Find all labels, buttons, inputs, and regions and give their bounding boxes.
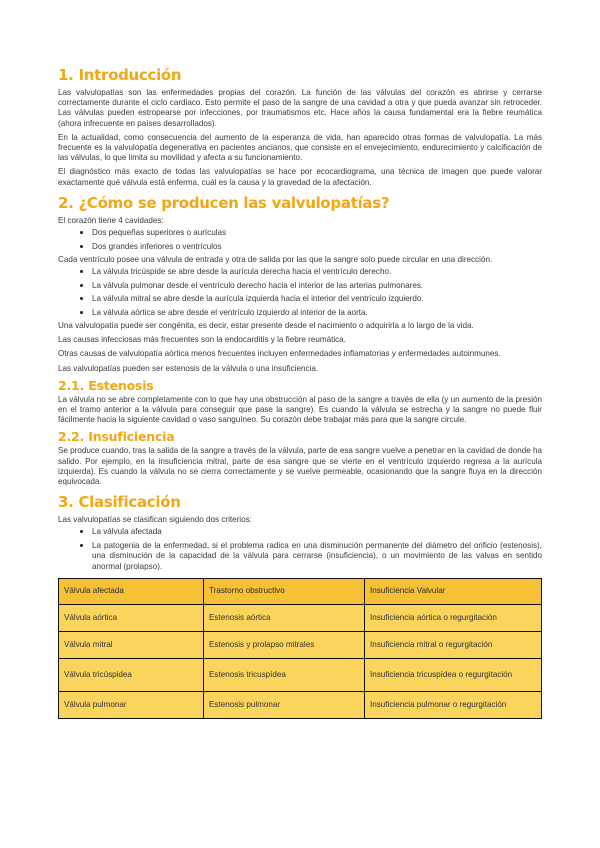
list-item: • Dos pequeñas superiores o aurículas <box>92 227 542 238</box>
paragraph: Una valvulopatía puede ser congénita, es decir, estar presente desde el nacimiento o adquirirla a lo largo de la vida. <box>58 321 474 331</box>
table-cell: Insuficiencia mitral o regurgitación <box>365 631 542 658</box>
table-header-cell: Trastorno obstructivo <box>204 578 365 604</box>
subsection-estenosis-title: 2.1. Estenosis <box>58 377 154 393</box>
table-cell: Válvula pulmonar <box>59 691 204 718</box>
list-item: • La válvula aórtica se abre desde el ventrículo izquierdo al interior de la aorta. <box>92 307 542 318</box>
table-header-cell: Válvula afectada <box>59 578 204 604</box>
table-cell: Estenosis pulmonar <box>204 691 365 718</box>
subsection-insuficiencia-title: 2.2. Insuficiencia <box>58 429 175 445</box>
table-row <box>59 604 542 631</box>
section-3-title: 3. Clasificación <box>58 493 181 512</box>
table-header-row <box>59 578 542 604</box>
table-row <box>59 631 542 658</box>
table-cell: Válvula mitral <box>59 631 204 658</box>
section-1-title: 1. Introducción <box>58 66 182 84</box>
list-item: • La válvula pulmonar desde el ventrículo derecho hacia el interior de las arterias pulmonares. <box>92 280 542 291</box>
list-item: • La válvula afectada <box>92 526 542 537</box>
paragraph: Las causas infecciosas más frecuentes son la endocarditis y la fiebre reumática. <box>58 335 346 345</box>
section-2-title: 2. ¿Cómo se producen las valvulopatías? <box>58 193 390 212</box>
table-cell: Válvula aórtica <box>59 604 204 631</box>
document-content <box>58 66 542 719</box>
paragraph: El diagnóstico más exacto de todas las valvulopatías se hace por ecocardiograma, una técnica de imagen que puede valorar exactamente qué válvula está enferma, cuál es la causa y la gravedad de la afectación. <box>58 167 542 187</box>
list-item: • Dos grandes inferiores o ventrículos <box>92 241 542 252</box>
list-item: • La válvula mitral se abre desde la aurícula izquierda hacia el interior del ventrículo izquierdo. <box>92 293 542 304</box>
list-item: • La válvula tricúspide se abre desde la aurícula derecha hacia el ventrículo derecho. <box>92 266 542 277</box>
classification-table <box>58 578 542 719</box>
paragraph: Las valvulopatías pueden ser estenosis de la válvula o una insuficiencia. <box>58 363 319 373</box>
valves-list <box>58 266 542 319</box>
paragraph: Otras causas de valvulopatía aórtica menos frecuentes incluyen enfermedades inflamatorias y enfermedades autoinmunes. <box>58 349 501 359</box>
paragraph: Las valvulopatías se clasifican siguiendo dos criterios: <box>58 515 252 525</box>
table-cell: Estenosis y prolapso mitrales <box>204 631 365 658</box>
table-cell: Válvula tricúspidea <box>59 658 204 691</box>
table-cell: Estenosis aórtica <box>204 604 365 631</box>
list-item: • La patogenia de la enfermedad, si el problema radica en una disminución permanente del diámetro del orificio (estenosis), una disminución de la capacidad de la válvula para cerrarse (insuficiencia), o un movimiento de las valvas en sentido anormal (prolapso). <box>92 540 542 572</box>
criteria-list <box>58 526 542 571</box>
paragraph: Cada ventrículo posee una válvula de entrada y otra de salida por las que la sangre solo puede circular en una dirección. <box>58 254 493 264</box>
table-cell: Insuficiencia aórtica o regurgitación <box>365 604 542 631</box>
table-cell: Insuficiencia tricuspídea o regurgitación <box>365 658 542 691</box>
table-cell: Insuficiencia pulmonar o regurgitación <box>365 691 542 718</box>
paragraph: Las valvulopatías son las enfermedades propias del corazón. La función de las válvulas del corazón es abrirse y cerrarse correctamente durante el ciclo cardiaco. Esto permite el paso de la sangre de una cavidad a otra y que pueda avanzar sin retroceder. Las válvulas pueden estropearse por infecciones, por traumatismos etc. Hace años la causa fundamental era la fiebre reumática (ahora infrecuente en países desarrollados). <box>58 88 542 128</box>
table-header-cell: Insuficiencia Valvular <box>365 578 542 604</box>
paragraph: El corazón tiene 4 cavidades: <box>58 215 164 225</box>
table-cell: Estenosis tricuspídea <box>204 658 365 691</box>
paragraph: Se produce cuando, tras la salida de la sangre a través de la válvula, parte de esa sangre vuelve a penetrar en la cavidad de donde ha salido. Por ejemplo, en la insuficiencia mitral, parte de esa sangre que se vierte en el ventrículo izquierdo regresa a la aurícula izquierda). Es cuando la válvula no se cierra correctamente y se vuelve permeable, ocasionando que la sangre fluya en la dirección equivocada. <box>58 446 542 487</box>
paragraph: En la actualidad, como consecuencia del aumento de la esperanza de vida, han aparecido otras formas de valvulopatía. La más frecuente es la valvulopatía degenerativa en pacientes ancianos, que consiste en el envejecimiento, endurecimiento y calcificación de las válvulas, lo que limita su movilidad y afecta a su funcionamiento. <box>58 132 542 163</box>
table-row <box>59 691 542 718</box>
table-row <box>59 658 542 691</box>
cavities-list <box>58 227 542 252</box>
paragraph: La válvula no se abre completamente con lo que hay una obstrucción al paso de la sangre a través de ella (y un aumento de la presión en el tramo anterior a la válvula para conseguir que pase la sangre). Es cuando la válvula se estrecha y la sangre no puede fluir fácilmente hacia la siguiente cavidad o vaso sanguíneo. Su corazón debe trabajar más para que la sangre circule. <box>58 394 542 425</box>
